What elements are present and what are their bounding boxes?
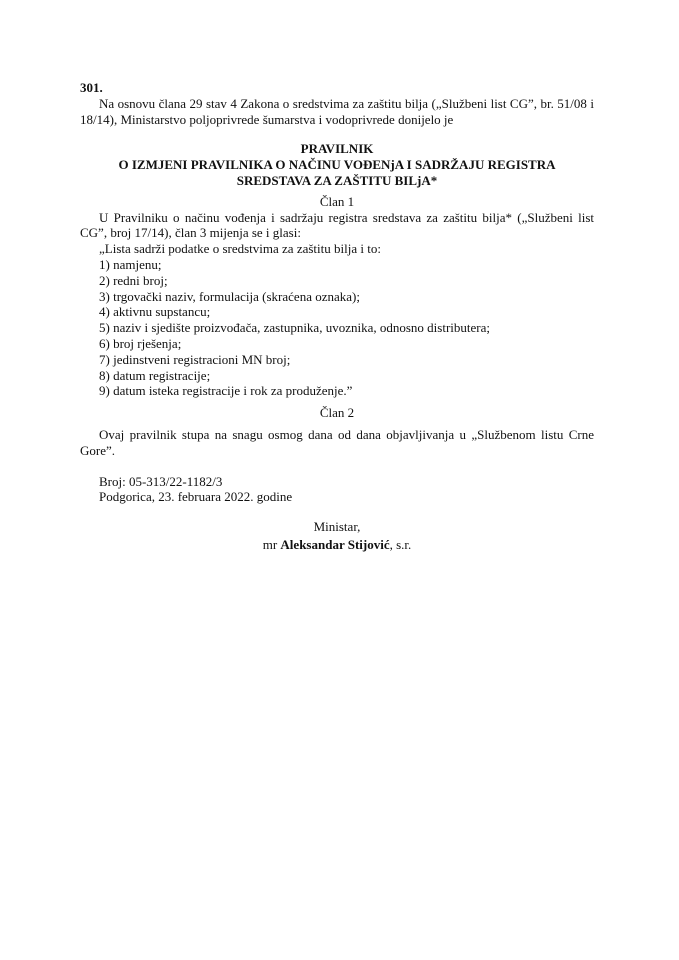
list-item: 4) aktivnu supstancu;	[99, 304, 211, 320]
article-2-heading: Član 2	[319, 405, 355, 421]
title-line-3: SREDSTAVA ZA ZAŠTITU BILjA*	[236, 172, 438, 188]
list-intro: „Lista sadrži podatke o sredstvima za zaštitu bilja i to:	[99, 241, 381, 257]
signature-line	[80, 537, 594, 553]
signature-block	[80, 519, 594, 553]
article-1-text: U Pravilniku o načinu vođenja i sadržaju registra sredstava za zaštitu bilja* („Službeni list CG”, broj 17/14), član 3 mijenja se i glasi:	[80, 209, 594, 241]
signature-role: Ministar,	[313, 519, 361, 535]
article-1-heading: Član 1	[319, 193, 355, 209]
signatory-name: Aleksandar Stijović	[280, 536, 390, 552]
intro-paragraph: Na osnovu člana 29 stav 4 Zakona o sredstvima za zaštitu bilja („Službeni list CG”, br. 51/08 i 18/14), Ministarstvo poljoprivrede šumarstva i vodoprivrede donijelo je	[80, 95, 594, 127]
list-item: 2) redni broj;	[99, 272, 168, 288]
list-item: 7) jedinstveni registracioni MN broj;	[99, 351, 291, 367]
list-item: 9) datum isteka registracije i rok za produženje.”	[99, 383, 353, 399]
document-title	[80, 141, 594, 188]
list-item: 5) naziv i sjedište proizvođača, zastupnika, uvoznika, odnosno distributera;	[99, 320, 490, 336]
article-1-list	[80, 257, 594, 399]
document-number: 301.	[80, 80, 103, 95]
signature-prefix: mr	[262, 536, 278, 552]
list-item: 6) broj rješenja;	[99, 335, 182, 351]
document-page	[80, 80, 594, 553]
list-item: 3) trgovački naziv, formulacija (skraćena oznaka);	[99, 288, 360, 304]
list-item: 8) datum registracije;	[99, 367, 211, 383]
place-date: Podgorica, 23. februara 2022. godine	[99, 489, 293, 505]
signature-suffix: , s.r.	[389, 536, 412, 552]
title-line-2: O IZMJENI PRAVILNIKA O NAČINU VOĐENjA I SADRŽAJU REGISTRA	[118, 157, 556, 173]
article-2-text: Ovaj pravilnik stupa na snagu osmog dana od dana objavljivanja u „Službenom listu Crne Gore”.	[80, 426, 594, 458]
list-item: 1) namjenu;	[99, 256, 162, 272]
title-line-1: PRAVILNIK	[300, 141, 374, 157]
reference-number: Broj: 05-313/22-1182/3	[99, 473, 223, 489]
